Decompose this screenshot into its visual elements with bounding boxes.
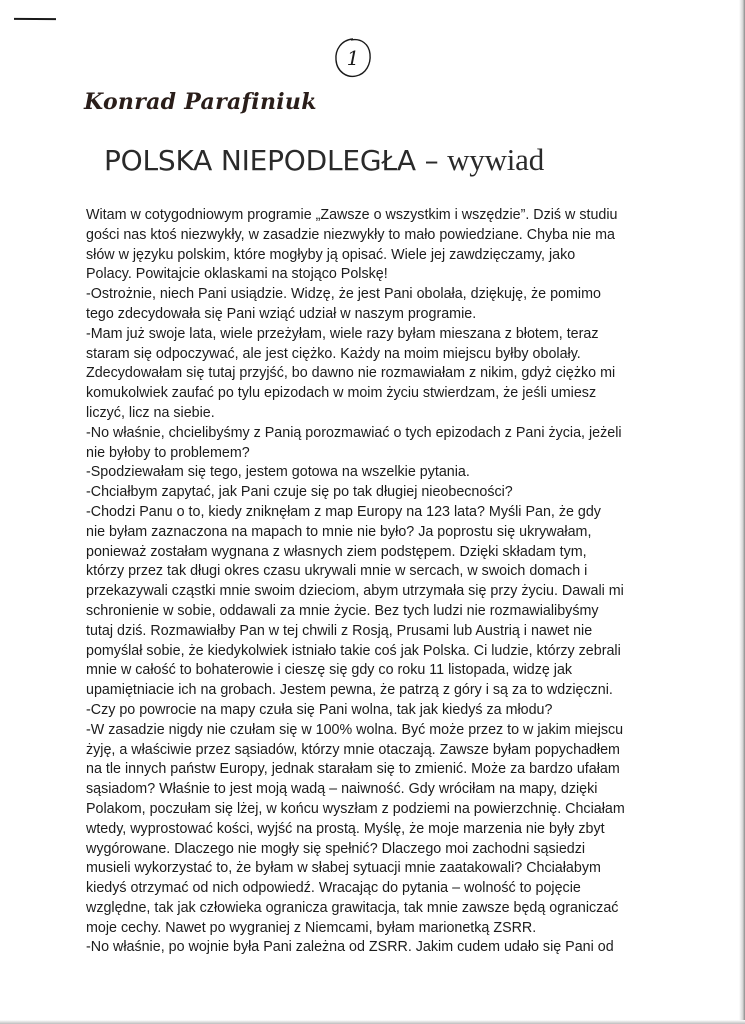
body-line: -Mam już swoje lata, wiele przeżyłam, wiele razy byłam mieszana z błotem, teraz: [86, 325, 599, 342]
body-line: mnie w całość to bohaterowie i cieszę się gdy co roku 11 listopada, widzę jak: [86, 662, 573, 679]
handwritten-dash-mark: [14, 18, 56, 20]
body-line: słów w języku polskim, które mogłyby ją opisać. Wiele jej zawdzięczamy, jako: [86, 246, 576, 263]
body-line: Polacy. Powitajcie oklaskami na stojąco Polskę!: [86, 266, 388, 283]
body-line: -Czy po powrocie na mapy czuła się Pani wolna, tak jak kiedyś za młodu?: [86, 701, 553, 718]
body-line: pomyślał sobie, że kiedykolwiek istniało takie coś jak Polska. Ci ludzie, którzy zebrali: [86, 642, 621, 659]
body-line: liczyć, licz na siebie.: [86, 404, 215, 421]
body-line: komukolwiek zaufać po tylu epizodach w moim życiu stwierdzam, że jeśli umiesz: [86, 385, 597, 402]
body-line: nie byłam zaznaczona na mapach to mnie nie było? Ja poprostu się ukrywałam,: [86, 523, 592, 540]
body-line: moje cechy. Nawet po wygraniej z Niemcami, byłam marionetką ZSRR.: [86, 919, 537, 936]
handwritten-page-number: [333, 36, 373, 80]
body-line: -No właśnie, chcielibyśmy z Panią porozmawiać o tych epizodach z Pani życia, jeżeli: [86, 424, 622, 441]
body-line: ponieważ zostałam wygnana z własnych ziem podstępem. Dzięki składam tym,: [86, 543, 587, 560]
body-line: przekazywali cząstki mnie swoim dzieciom, abym utrzymała się przy życiu. Dawali mi: [86, 583, 624, 600]
body-line: -Ostrożnie, niech Pani usiądzie. Widzę, że jest Pani obolała, dziękuję, że pomimo: [86, 286, 601, 303]
body-line: musieli wykorzystać to, że byłam w słabej sytuacji mnie zaatakowali? Chciałabym: [86, 860, 601, 877]
body-line: którzy przez tak długi okres czasu ukrywali mnie w sercach, w swoich domach i: [86, 563, 588, 580]
body-line: -Spodziewałam się tego, jestem gotowa na wszelkie pytania.: [86, 464, 470, 481]
interview-body: [86, 206, 726, 958]
page-edge-shadow: [739, 0, 745, 1024]
body-line: -No właśnie, po wojnie była Pani zależna od ZSRR. Jakim cudem udało się Pani od: [86, 939, 614, 956]
body-line: tutaj dziś. Rozmawiałby Pan w tej chwili z Rosją, Prusami lub Austrią i nawet nie: [86, 622, 593, 639]
body-line: wtedy, wyprostować kości, wyjść na prostą. Myślę, że moje marzenia nie były zbyt: [86, 820, 605, 837]
body-line: Zdecydowałam się tutaj przyjść, bo dawno nie rozmawiałam z nikim, gdyż ciężko mi: [86, 365, 616, 382]
body-line: -W zasadzie nigdy nie czułam się w 100% wolna. Być może przez to w jakim miejscu: [86, 721, 624, 738]
page-number-circle-svg: [333, 36, 373, 80]
body-line: na tle innych państw Europy, jednak starałam się to zmienić. Może za bardzo ufałam: [86, 761, 620, 778]
title-sub: wywiad: [447, 142, 545, 177]
body-line: gości nas ktoś niezwykły, w zasadzie niezwykły to mało powiedziane. Chyba nie ma: [86, 226, 615, 243]
body-line: Polakom, poczułam się lżej, w końcu wyszłam z podziemi na powierzchnię. Chciałam: [86, 800, 625, 817]
body-line: schronienie w sobie, oddawali za mnie życie. Bez tych ludzi nie rozmawialibyśmy: [86, 602, 599, 619]
page-number-text: 1: [346, 46, 360, 70]
author-name: Konrad Parafiniuk: [84, 89, 317, 115]
body-line: wygórowane. Dlaczego nie mogły się spełnić? Dlaczego moi zachodni sąsiedzi: [86, 840, 586, 857]
body-line: kiedyś otrzymać od nich odpowiedź. Wracając do pytania – wolność to pojęcie: [86, 880, 581, 897]
title-main: POLSKA NIEPODLEGŁA: [104, 144, 416, 177]
body-line: względne, tak jak człowieka ogranicza grawitacja, tak mnie zawsze będą ograniczać: [86, 899, 619, 916]
body-line: -Chodzi Panu o to, kiedy zniknęłam z map Europy na 123 lata? Myśli Pan, że gdy: [86, 503, 601, 520]
body-line: żyję, a właściwie przez sąsiadów, którzy mnie otaczają. Zawsze byłam popychadłem: [86, 741, 620, 758]
body-line: sąsiadom? Właśnie to jest moją wadą – naiwność. Gdy wróciłam na mapy, dzięki: [86, 781, 598, 798]
body-line: upamiętniacie ich na grobach. Jestem pewna, że patrzą z góry i są za to wdzięczni.: [86, 682, 613, 699]
body-line: -Chciałbym zapytać, jak Pani czuje się po tak długiej nieobecności?: [86, 484, 513, 501]
body-line: nie byłoby to problemem?: [86, 444, 250, 461]
body-line: staram się odpoczywać, ale jest ciężko. Każdy na moim miejscu byłby obolały.: [86, 345, 581, 362]
document-title: [104, 142, 544, 178]
body-line: Witam w cotygodniowym programie „Zawsze o wszystkim i wszędzie”. Dziś w studiu: [86, 207, 618, 223]
page-bottom-edge: [0, 1020, 745, 1024]
title-dash: –: [415, 144, 448, 177]
body-line: tego zdecydowała się Pani wziąć udział w naszym programie.: [86, 305, 477, 322]
